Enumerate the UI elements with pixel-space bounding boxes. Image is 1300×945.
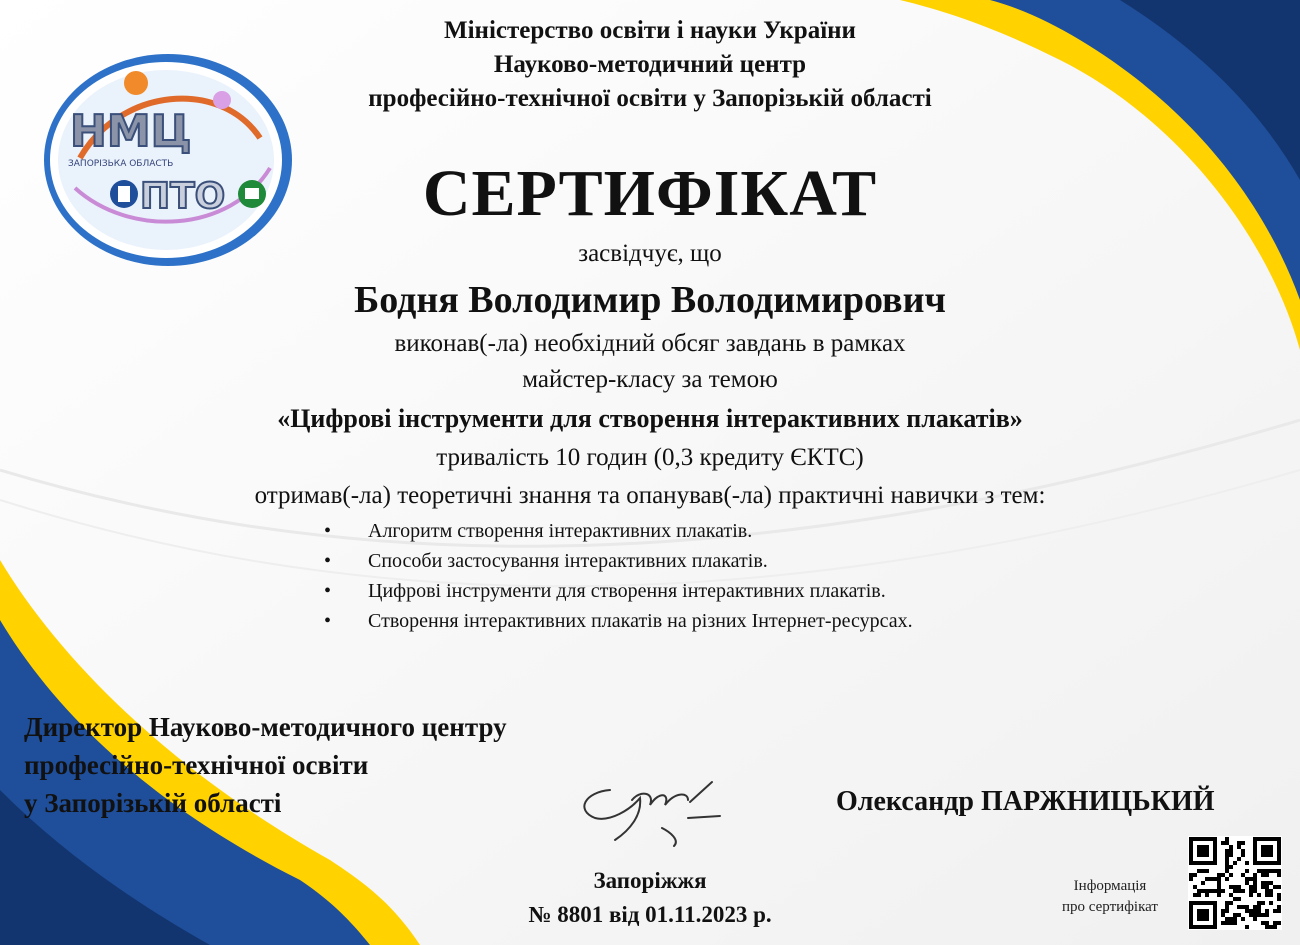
handwritten-signature: [570, 770, 730, 850]
director-position-line1: Директор Науково-методичного центру: [24, 712, 507, 742]
svg-text:ЗАПОРІЗЬКА ОБЛАСТЬ: ЗАПОРІЗЬКА ОБЛАСТЬ: [68, 159, 174, 169]
list-item: • Цифрові інструменти для створення інтерактивних плакатів.: [320, 576, 913, 606]
skills-intro: отримав(-ла) теоретичні знання та опанував(-ла) практичні навички з тем:: [254, 482, 1046, 509]
certifies-text: засвідчує, що: [578, 240, 722, 267]
issue-city: Запоріжжя: [593, 868, 707, 893]
course-topic: «Цифрові інструменти для створення інтерактивних плакатів»: [277, 404, 1023, 433]
qr-info-line2: про сертифікат: [1062, 899, 1158, 915]
recipient-name: Бодня Володимир Володимирович: [354, 279, 946, 321]
topics-list: [320, 516, 913, 636]
completed-line2: майстер-класу за темою: [522, 366, 778, 393]
list-item: • Створення інтерактивних плакатів на різних Інтернет-ресурсах.: [320, 606, 913, 636]
ministry-name: Міністерство освіти і науки України: [444, 17, 856, 44]
signer-name: Олександр ПАРЖНИЦЬКИЙ: [836, 786, 1215, 817]
svg-text:НМЦ: НМЦ: [70, 106, 192, 157]
center-name-line2: професійно-технічної освіти у Запорізькій області: [368, 85, 932, 112]
director-position-line3: у Запорізькій області: [24, 788, 282, 818]
qr-code[interactable]: [1188, 836, 1282, 930]
director-position-line2: професійно-технічної освіти: [24, 750, 369, 780]
completed-line1: виконав(-ла) необхідний обсяг завдань в рамках: [394, 330, 906, 357]
svg-text:ПТО: ПТО: [140, 176, 226, 217]
certificate-title: СЕРТИФІКАТ: [422, 157, 878, 230]
list-item: • Алгоритм створення інтерактивних плакатів.: [320, 516, 913, 546]
list-item: • Способи застосування інтерактивних плакатів.: [320, 546, 913, 576]
qr-info-label: [1040, 876, 1180, 918]
qr-info-line1: Інформація: [1073, 878, 1147, 894]
certificate-number-date: № 8801 від 01.11.2023 р.: [528, 902, 772, 927]
course-duration: тривалість 10 годин (0,3 кредиту ЄКТС): [436, 444, 864, 471]
center-name-line1: Науково-методичний центр: [493, 51, 807, 78]
